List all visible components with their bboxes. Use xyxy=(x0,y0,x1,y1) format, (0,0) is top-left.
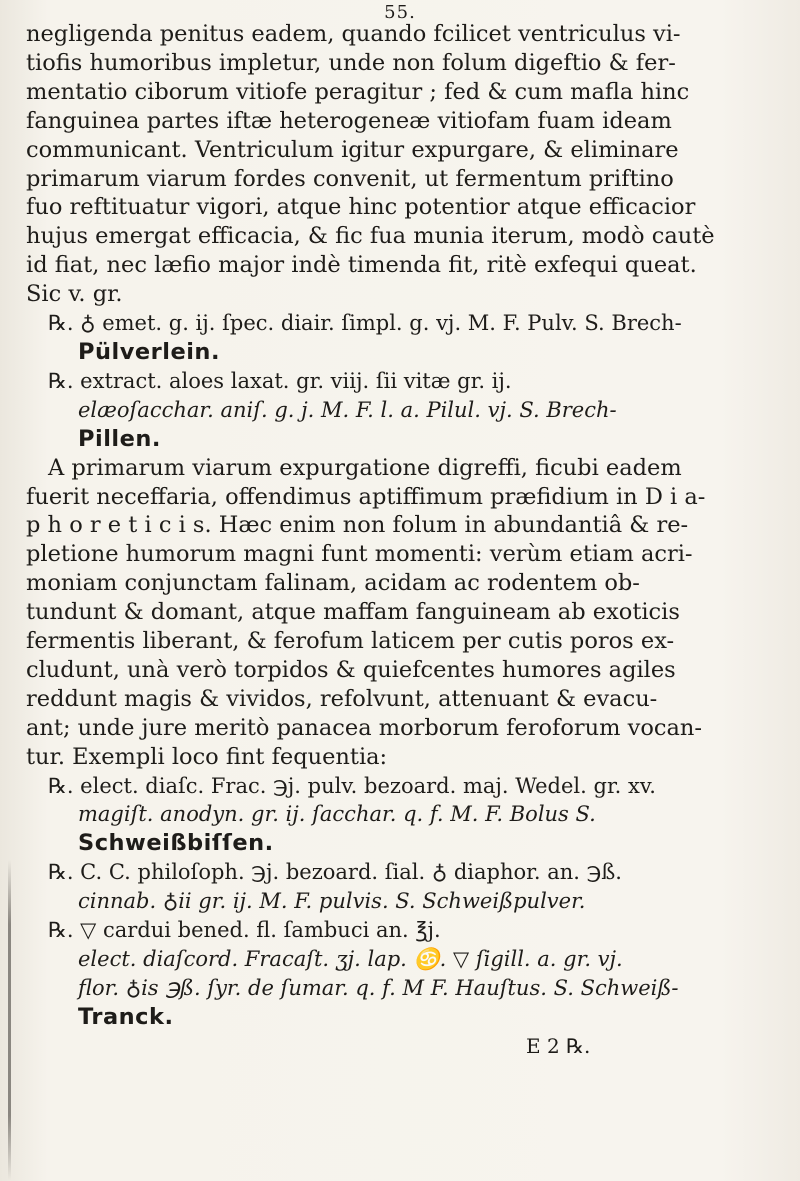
text-line: ℞. elect. diaſc. Frac. ℈j. pulv. bezoard. maj. Wedel. gr. xv. xyxy=(48,773,656,798)
text-line: hujus emergat efficacia, & fic fua munia iterum, modò cautè xyxy=(26,223,715,250)
body-text xyxy=(26,20,796,1061)
text-line: id fiat, nec læfio major indè timenda fit, ritè exfequi queat. xyxy=(26,252,697,279)
text-line: negligenda penitus eadem, quando fcilicet ventriculus vi- xyxy=(26,21,681,47)
text-line: ℞. ▽ cardui bened. fl. ſambuci an. ℥j. xyxy=(48,918,441,943)
text-line: ant; unde jure meritò panacea morborum feroforum vocan- xyxy=(26,714,703,741)
text-line: flor. ♁is ℈ß. ſyr. de ſumar. q. f. M F. Hauſtus. S. Schweiß- xyxy=(78,975,679,1000)
text-line: ℞. ♁ emet. g. ij. ſpec. diair. ſimpl. g. vj. M. F. Pulv. S. Brech- xyxy=(48,311,682,336)
text-line: magiſt. anodyn. gr. ij. ſacchar. q. f. M. F. Bolus S. xyxy=(78,802,596,827)
text-line: Schweißbiſſen. xyxy=(78,830,274,857)
text-line: fanguinea partes iftæ heterogeneæ vitiofam fuam ideam xyxy=(26,107,672,134)
text-line: Tranck. xyxy=(78,1003,174,1030)
text-line: Sic v. gr. xyxy=(26,281,123,308)
text-line: A primarum viarum expurgatione digreffi, ficubi eadem xyxy=(48,454,682,481)
text-line: mentatio ciborum vitiofe peragitur ; fed & cum mafla hinc xyxy=(26,78,690,105)
text-line: cludunt, unà verò torpidos & quiefcentes humores agiles xyxy=(26,656,676,683)
text-line: fuerit neceffaria, offendimus aptiffimum præfidium in D i a- xyxy=(26,483,706,510)
text-line: elæoſacchar. aniſ. g. j. M. F. l. a. Pilul. vj. S. Brech- xyxy=(78,397,617,422)
text-line: pletione humorum magni funt momenti: verùm etiam acri- xyxy=(26,541,693,568)
text-line: tur. Exempli loco fint fequentia: xyxy=(26,743,388,770)
text-line: Pillen. xyxy=(78,425,161,452)
text-line: cinnab. ♁ii gr. ij. M. F. pulvis. S. Schweißpulver. xyxy=(78,889,586,914)
text-line: communicant. Ventriculum igitur expurgare, & eliminare xyxy=(26,136,679,163)
text-line: fermentis liberant, & ferofum laticem per cutis poros ex- xyxy=(26,628,675,655)
text-line: Pülverlein. xyxy=(78,338,220,365)
text-line: fuo reftituatur vigori, atque hinc potentior atque efficacior xyxy=(26,194,696,221)
text-line: elect. diaſcord. Fracaſt. ʒj. lap. ♋. ▽ ſigill. a. gr. vj. xyxy=(78,947,623,971)
text-line: primarum viarum fordes convenit, ut fermentum priftino xyxy=(26,165,674,192)
text-line: E 2 ℞. xyxy=(526,1033,591,1058)
text-line: tundunt & domant, atque maffam fanguineam ab exoticis xyxy=(26,599,680,626)
text-line: ℞. C. C. philoſoph. ℈j. bezoard. ſial. ♁ diaphor. an. ℈ß. xyxy=(48,860,622,885)
text-line: moniam conjunctam falinam, acidam ac rodentem ob- xyxy=(26,570,640,597)
text-line: tiofis humoribus impletur, unde non folum digeftio & fer- xyxy=(26,49,676,76)
text-line: reddunt magis & vividos, refolvunt, attenuant & evacu- xyxy=(26,685,658,712)
text-line: ℞. extract. aloes laxat. gr. viij. ſii vitæ gr. ij. xyxy=(48,368,512,393)
page-number: 55. xyxy=(384,2,416,23)
margin-rule xyxy=(8,860,11,1180)
text-line: p h o r e t i c i s. Hæc enim non folum in abundantiâ & re- xyxy=(26,512,689,539)
